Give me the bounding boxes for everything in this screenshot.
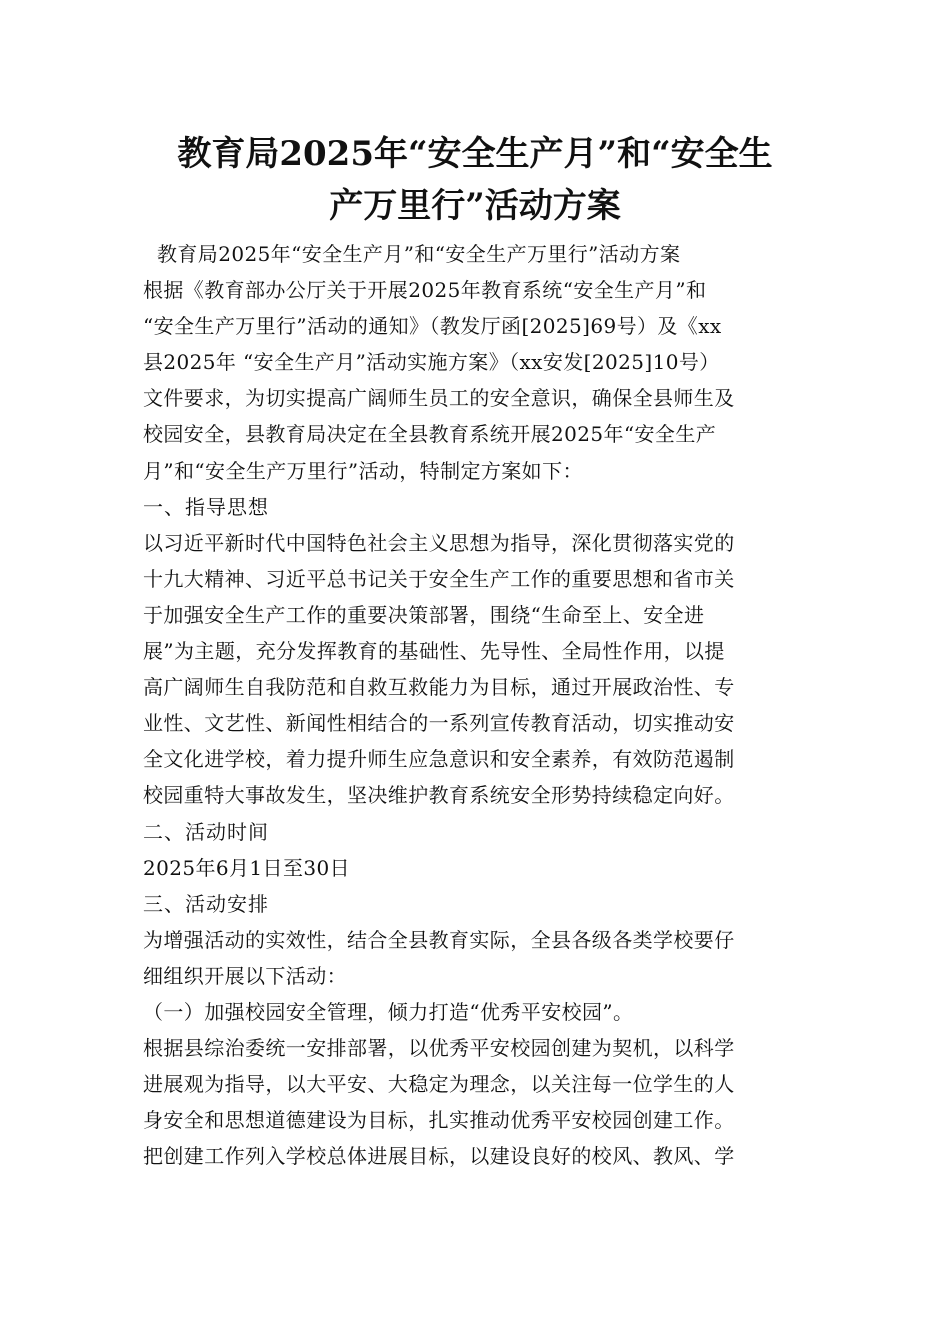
subtitle-line: 教育局2025年“安全生产月”和“安全生产万里行”活动方案 <box>157 242 681 266</box>
document-title <box>120 128 830 232</box>
paragraph-line: 以习近平新时代中国特色社会主义思想为指导，深化贯彻落实党的 <box>143 530 735 555</box>
paragraph-line: “安全生产万里行”活动的通知》（教发厅函[2025]69号）及《xx <box>143 314 722 339</box>
paragraph-line: 校园安全，县教育局决定在全县教育系统开展2025年“安全生产 <box>143 422 717 447</box>
paragraph-line: 进展观为指导，以大平安、大稳定为理念，以关注每一位学生的人 <box>143 1072 735 1097</box>
paragraph-line: 月”和“安全生产万里行”活动，特制定方案如下： <box>143 458 583 483</box>
paragraph-line: 于加强安全生产工作的重要决策部署，围绕“生命至上、安全进 <box>143 602 705 627</box>
paragraph-line: 业性、文艺性、新闻性相结合的一系列宣传教育活动，切实推动安 <box>143 711 735 736</box>
section-heading-activity-arrangement: 三、活动安排 <box>143 891 269 916</box>
paragraph-line: 校园重特大事故发生，坚决维护教育系统安全形势持续稳定向好。 <box>143 783 735 808</box>
paragraph-line: 细组织开展以下活动： <box>143 963 347 988</box>
document-body <box>143 236 813 1174</box>
section-heading-guiding-ideology: 一、指导思想 <box>143 494 269 519</box>
paragraph-line: 根据县综治委统一安排部署，以优秀平安校园创建为契机，以科学 <box>143 1036 735 1061</box>
paragraph-line: 把创建工作列入学校总体进展目标，以建设良好的校风、教风、学 <box>143 1144 735 1169</box>
paragraph-line: 高广阔师生自我防范和自救互救能力为目标，通过开展政治性、专 <box>143 675 735 700</box>
paragraph-line: 身安全和思想道德建设为目标，扎实推动优秀平安校园创建工作。 <box>143 1108 735 1133</box>
activity-date-line: 2025年6月1日至30日 <box>143 855 350 880</box>
title-line-2: 产万里行”活动方案 <box>329 186 621 226</box>
title-line-1: 教育局2025年“安全生产月”和“安全生 <box>177 134 773 174</box>
paragraph-line: 文件要求，为切实提高广阔师生员工的安全意识，确保全县师生及 <box>143 386 735 411</box>
paragraph-line: 为增强活动的实效性，结合全县教育实际，全县各级各类学校要仔 <box>143 927 735 952</box>
paragraph-line: 全文化进学校，着力提升师生应急意识和安全素养，有效防范遏制 <box>143 747 735 772</box>
paragraph-line: 根据《教育部办公厅关于开展2025年教育系统“安全生产月”和 <box>143 278 707 303</box>
section-heading-activity-time: 二、活动时间 <box>143 819 269 844</box>
paragraph-line: 十九大精神、习近平总书记关于安全生产工作的重要思想和省市关 <box>143 566 735 591</box>
paragraph-line: 县2025年 “安全生产月”活动实施方案》（xx安发[2025]10号） <box>143 350 720 375</box>
paragraph-line: 展”为主题，充分发挥教育的基础性、先导性、全局性作用，以提 <box>143 639 725 664</box>
subsection-heading-1: （一）加强校园安全管理，倾力打造“优秀平安校园”。 <box>143 999 634 1024</box>
